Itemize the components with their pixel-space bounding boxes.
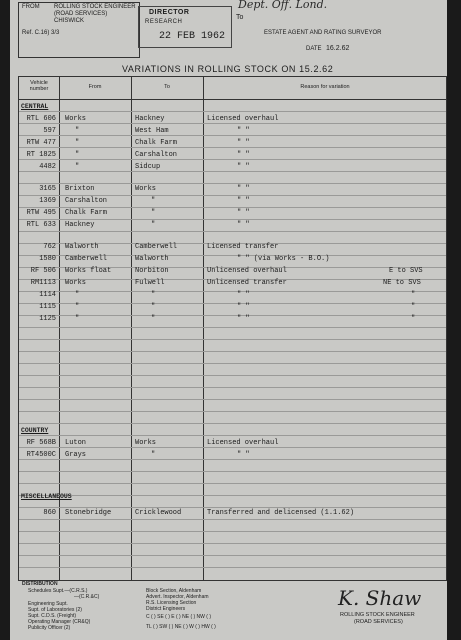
from-cell: Stonebridge [65,509,112,517]
reason-cell: " " [237,197,250,205]
row-rule [19,207,446,208]
row-rule [19,135,446,136]
to-cell: Cricklewood [135,509,182,517]
reason-cell: Unlicensed overhaul [207,267,287,275]
column-divider [203,77,204,580]
distribution-item: R.S. Licensing Section [146,600,197,606]
to-cell: Chalk Farm [135,139,178,147]
reason-cell: " " [237,163,250,171]
reason-cell: " " (via Works - B.O.) [237,255,330,263]
row-rule [19,171,446,172]
row-rule [19,519,446,520]
row-rule [19,231,446,232]
row-rule [19,375,446,376]
reason-cell: " " [237,185,250,193]
row-rule [19,423,446,424]
from-cell: " [75,139,80,147]
row-rule [19,291,446,292]
extra-cell: " [411,315,416,323]
variations-table [18,76,447,581]
vehicle-number: RF 506 [30,267,56,275]
distribution-item: Schedules Supt.—(C.R.S.) [28,588,88,594]
stamp-date: 22 FEB 1962 [159,31,226,42]
vehicle-number: RF 568B [26,439,56,447]
to-cell: West Ham [135,127,169,135]
vehicle-number: 762 [43,243,56,251]
row-rule [19,219,446,220]
row-rule [19,195,446,196]
from-cell: " [75,127,80,135]
extra-cell: NE to SVS [383,279,421,287]
to-cell: Hackney [135,115,165,123]
signatory-subtitle: (ROAD SERVICES) [354,619,403,625]
row-rule [19,567,446,568]
vehicle-number: RTL 633 [26,221,56,229]
vehicle-number: 860 [43,509,56,517]
from-line-2: (ROAD SERVICES) [54,11,108,17]
to-cell: Walworth [135,255,169,263]
from-cell: Luton [65,439,87,447]
vehicle-number: RTW 477 [26,139,56,147]
row-rule [19,483,446,484]
to-cell: Works [135,439,157,447]
section-country: COUNTRY [21,427,49,434]
row-rule [19,435,446,436]
from-cell: " [75,163,80,171]
distribution-item: Supt. of Laboratories (2) [28,607,82,613]
from-cell: " [75,315,80,323]
reason-cell: " " [237,209,250,217]
row-rule [19,387,446,388]
row-rule [19,495,446,496]
row-rule [19,531,446,532]
reason-cell: " " [237,291,250,299]
to-cell: Fulwell [135,279,165,287]
reason-cell: " " [237,451,250,459]
row-rule [19,303,446,304]
from-cell: Camberwell [65,255,108,263]
distribution-item: Engineering Supt. [28,601,68,607]
extra-cell: E to SVS [389,267,423,275]
vehicle-number: RT 1825 [26,151,56,159]
to-cell: Camberwell [135,243,178,251]
from-label: FROM [22,4,40,10]
from-cell: Brixton [65,185,95,193]
distribution-item: Advert. Inspector, Aldenham [146,594,209,600]
distribution-item: Publicity Officer (2) [28,625,71,631]
row-rule [19,399,446,400]
to-cell: " [151,451,156,459]
to-cell: " [151,291,156,299]
from-cell: Works [65,115,87,123]
vehicle-number: 1125 [39,315,56,323]
row-rule [19,159,446,160]
to-cell: " [151,197,156,205]
date-value: 16.2.62 [326,45,350,52]
row-rule [19,471,446,472]
to-name: ESTATE AGENT AND RATING SURVEYOR [264,30,382,36]
handwritten-note: Dept. Off. Lond. [238,0,328,11]
from-cell: " [75,291,80,299]
reason-cell: Licensed transfer [207,243,279,251]
header-rule [19,99,446,100]
from-cell: Walworth [65,243,99,251]
stamp-line-1: DIRECTOR [149,9,190,16]
column-divider [59,77,60,580]
to-cell: " [151,303,156,311]
from-cell: Grays [65,451,87,459]
to-label: To [236,14,244,21]
signatory-title: ROLLING STOCK ENGINEER [340,612,415,618]
reason-cell: " " [237,315,250,323]
row-rule [19,543,446,544]
reason-cell: " " [237,303,250,311]
row-rule [19,555,446,556]
from-cell: Carshalton [65,197,108,205]
distribution-item: —(C.R.&C) [74,594,100,600]
reason-cell: " " [237,139,250,147]
vehicle-number: 1369 [39,197,56,205]
signature: K. Shaw [338,586,422,610]
vehicle-number: 3165 [39,185,56,193]
district-checkboxes: TL ( ) SW ( ) NE ( ) W ( ) HW ( ) [146,624,216,630]
to-cell: " [151,315,156,323]
reason-cell: Transferred and delicensed (1.1.62) [207,509,355,517]
row-rule [19,147,446,148]
received-stamp [138,6,232,48]
col-from-header: From [88,84,102,90]
to-cell: " [151,209,156,217]
row-rule [19,111,446,112]
stamp-line-2: RESEARCH [145,19,183,25]
to-cell: Works [135,185,157,193]
document-sheet [10,0,447,640]
vehicle-number: RM1113 [30,279,56,287]
column-divider [131,77,132,580]
vehicle-number: RT4500C [26,451,56,459]
col-reason-header: Reason for variation [300,84,350,90]
row-rule [19,123,446,124]
from-cell: " [75,303,80,311]
row-rule [19,411,446,412]
vehicle-number: RTW 495 [26,209,56,217]
col-to-header: To [164,84,170,90]
date-label: DATE [306,46,322,52]
to-cell: Carshalton [135,151,178,159]
page-title: VARIATIONS IN ROLLING STOCK ON 15.2.62 [122,64,334,74]
vehicle-number: 597 [43,127,56,135]
to-cell: " [151,221,156,229]
reason-cell: Licensed overhaul [207,115,279,123]
reason-cell: " " [237,151,250,159]
to-cell: Norbiton [135,267,169,275]
distribution-heading: DISTRIBUTION [22,581,58,587]
header [10,0,447,60]
extra-cell: " [411,303,416,311]
distribution-item: Block Section, Aldenham [146,588,202,594]
from-cell: " [75,151,80,159]
reason-cell: " " [237,127,250,135]
extra-cell: " [411,291,416,299]
distribution-item: Operating Manager (CR&Q) [28,619,91,625]
section-miscellaneous: MISCELLANEOUS [21,493,72,500]
from-cell: Chalk Farm [65,209,108,217]
from-cell: Hackney [65,221,95,229]
from-cell: Works [65,279,87,287]
row-rule [19,339,446,340]
col-vehicle-header: Vehicle number [29,80,49,92]
vehicle-number: RTL 606 [26,115,56,123]
row-rule [19,327,446,328]
row-rule [19,507,446,508]
distribution-item: District Engineers [146,606,186,612]
row-rule [19,447,446,448]
row-rule [19,351,446,352]
from-line-3: CHISWICK [54,18,84,24]
to-cell: Sidcup [135,163,161,171]
reference: Ref. C.16) 3/3 [22,30,60,36]
district-checkboxes: C ( ) SE ( ) E ( ) NE ( ) NW ( ) [146,614,211,620]
vehicle-number: 1580 [39,255,56,263]
reason-cell: Licensed overhaul [207,439,279,447]
row-rule [19,459,446,460]
section-central: CENTRAL [21,103,49,110]
distribution-item: Supt. C.D.S. (Freight) [28,613,77,619]
row-rule [19,315,446,316]
row-rule [19,183,446,184]
reason-cell: " " [237,221,250,229]
reason-cell: Unlicensed transfer [207,279,287,287]
row-rule [19,363,446,364]
from-line-1: ROLLING STOCK ENGINEER [54,4,136,10]
vehicle-number: 1115 [39,303,56,311]
from-cell: Works float [65,267,112,275]
vehicle-number: 4482 [39,163,56,171]
vehicle-number: 1114 [39,291,56,299]
